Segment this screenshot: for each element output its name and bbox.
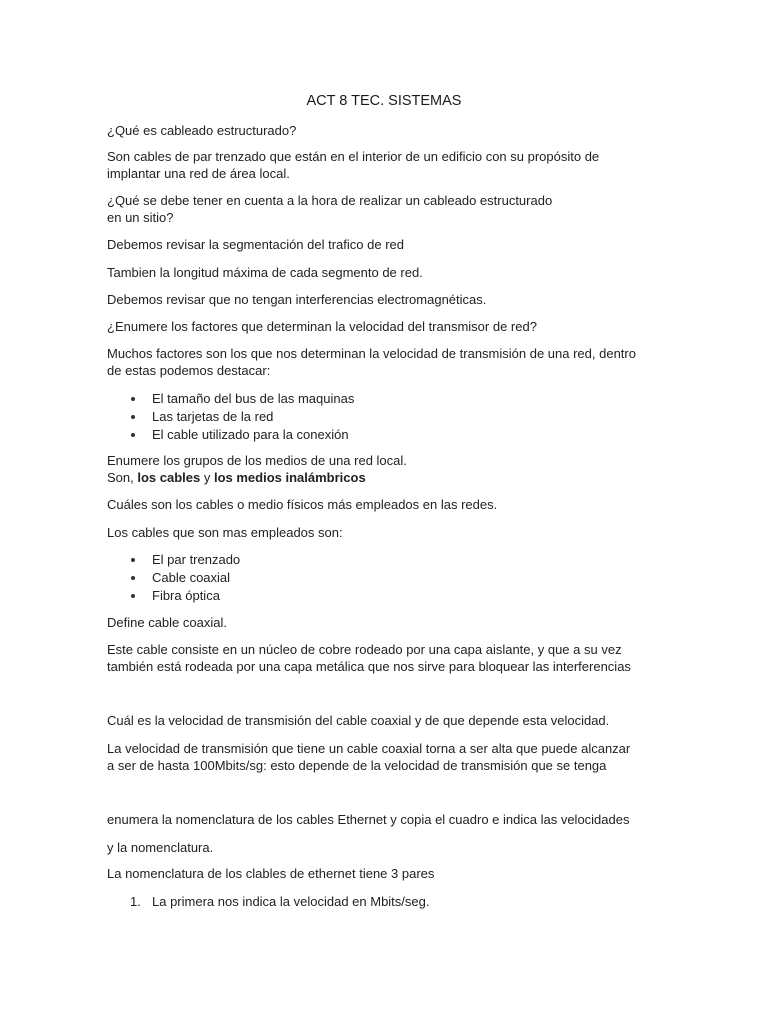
answer-speed-factors bbox=[107, 345, 667, 379]
question-most-used-cables: Cuáles son los cables o medio físicos más empleados en las redes. bbox=[107, 497, 498, 512]
text-line: La velocidad de transmisión que tiene un cable coaxial torna a ser alta que puede alcanzar bbox=[107, 741, 631, 756]
text-line: en un sitio? bbox=[107, 210, 174, 225]
question-considerations bbox=[107, 192, 667, 226]
question-ethernet-nomenclature: enumera la nomenclatura de los cables Ethernet y copia el cuadro e indica las velocidades bbox=[107, 812, 630, 827]
answer-prefix: Son, bbox=[107, 470, 138, 485]
list-text: La primera nos indica la velocidad en Mbits/seg. bbox=[152, 894, 430, 909]
answer-ethernet-nomenclature: La nomenclatura de los clables de ethernet tiene 3 pares bbox=[107, 866, 435, 881]
text-line: de estas podemos destacar: bbox=[107, 363, 271, 378]
answer-conjunction: y bbox=[200, 470, 214, 485]
text-line: Este cable consiste en un núcleo de cobre rodeado por una capa aislante, y que a su vez bbox=[107, 642, 622, 657]
answer-segment-length: Tambien la longitud máxima de cada segmento de red. bbox=[107, 265, 423, 280]
text-line: Son cables de par trenzado que están en el interior de un edificio con su propósito de bbox=[107, 149, 600, 164]
text-line: Enumere los grupos de los medios de una red local. bbox=[107, 453, 407, 468]
answer-interference: Debemos revisar que no tengan interferencias electromagnéticas. bbox=[107, 292, 487, 307]
text-line: implantar una red de área local. bbox=[107, 166, 290, 181]
text-line: a ser de hasta 100Mbits/sg: esto depende de la velocidad de transmisión que se tenga bbox=[107, 758, 607, 773]
cables-list bbox=[107, 551, 240, 605]
question-coaxial-definition: Define cable coaxial. bbox=[107, 615, 227, 630]
question-media-groups bbox=[107, 452, 667, 486]
list-number: 1. bbox=[130, 894, 141, 909]
list-item: Las tarjetas de la red bbox=[107, 408, 354, 426]
text-line: también está rodeada por una capa metálica que nos sirve para bloquear las interferencias bbox=[107, 659, 631, 674]
question-structured-cabling: ¿Qué es cableado estructurado? bbox=[107, 123, 297, 138]
text-line: Muchos factores son los que nos determinan la velocidad de transmisión de una red, dentro bbox=[107, 346, 636, 361]
document-title: ACT 8 TEC. SISTEMAS bbox=[306, 93, 462, 109]
answer-wireless: los medios inalámbricos bbox=[213, 470, 366, 485]
speed-factors-list bbox=[107, 390, 354, 444]
question-coaxial-speed: Cuál es la velocidad de transmisión del cable coaxial y de que depende esta velocidad. bbox=[107, 713, 610, 728]
list-item: Fibra óptica bbox=[107, 587, 240, 605]
answer-media-groups bbox=[107, 469, 667, 486]
question-speed-factors: ¿Enumere los factores que determinan la velocidad del transmisor de red? bbox=[107, 319, 537, 334]
list-item: El par trenzado bbox=[107, 551, 240, 569]
answer-cables: los cables bbox=[137, 470, 201, 485]
list-item: El tamaño del bus de las maquinas bbox=[107, 390, 354, 408]
question-ethernet-nomenclature-cont: y la nomenclatura. bbox=[107, 840, 214, 855]
answer-structured-cabling bbox=[107, 148, 667, 182]
list-item: El cable utilizado para la conexión bbox=[107, 426, 354, 444]
answer-coaxial-definition bbox=[107, 641, 667, 675]
answer-coaxial-speed bbox=[107, 740, 667, 774]
list-item bbox=[107, 893, 429, 911]
answer-most-used-cables: Los cables que son mas empleados son: bbox=[107, 525, 343, 540]
text-line: ¿Qué se debe tener en cuenta a la hora de realizar un cableado estructurado bbox=[107, 193, 553, 208]
list-item: Cable coaxial bbox=[107, 569, 240, 587]
nomenclature-list bbox=[107, 893, 429, 911]
answer-segmentation: Debemos revisar la segmentación del trafico de red bbox=[107, 237, 404, 252]
